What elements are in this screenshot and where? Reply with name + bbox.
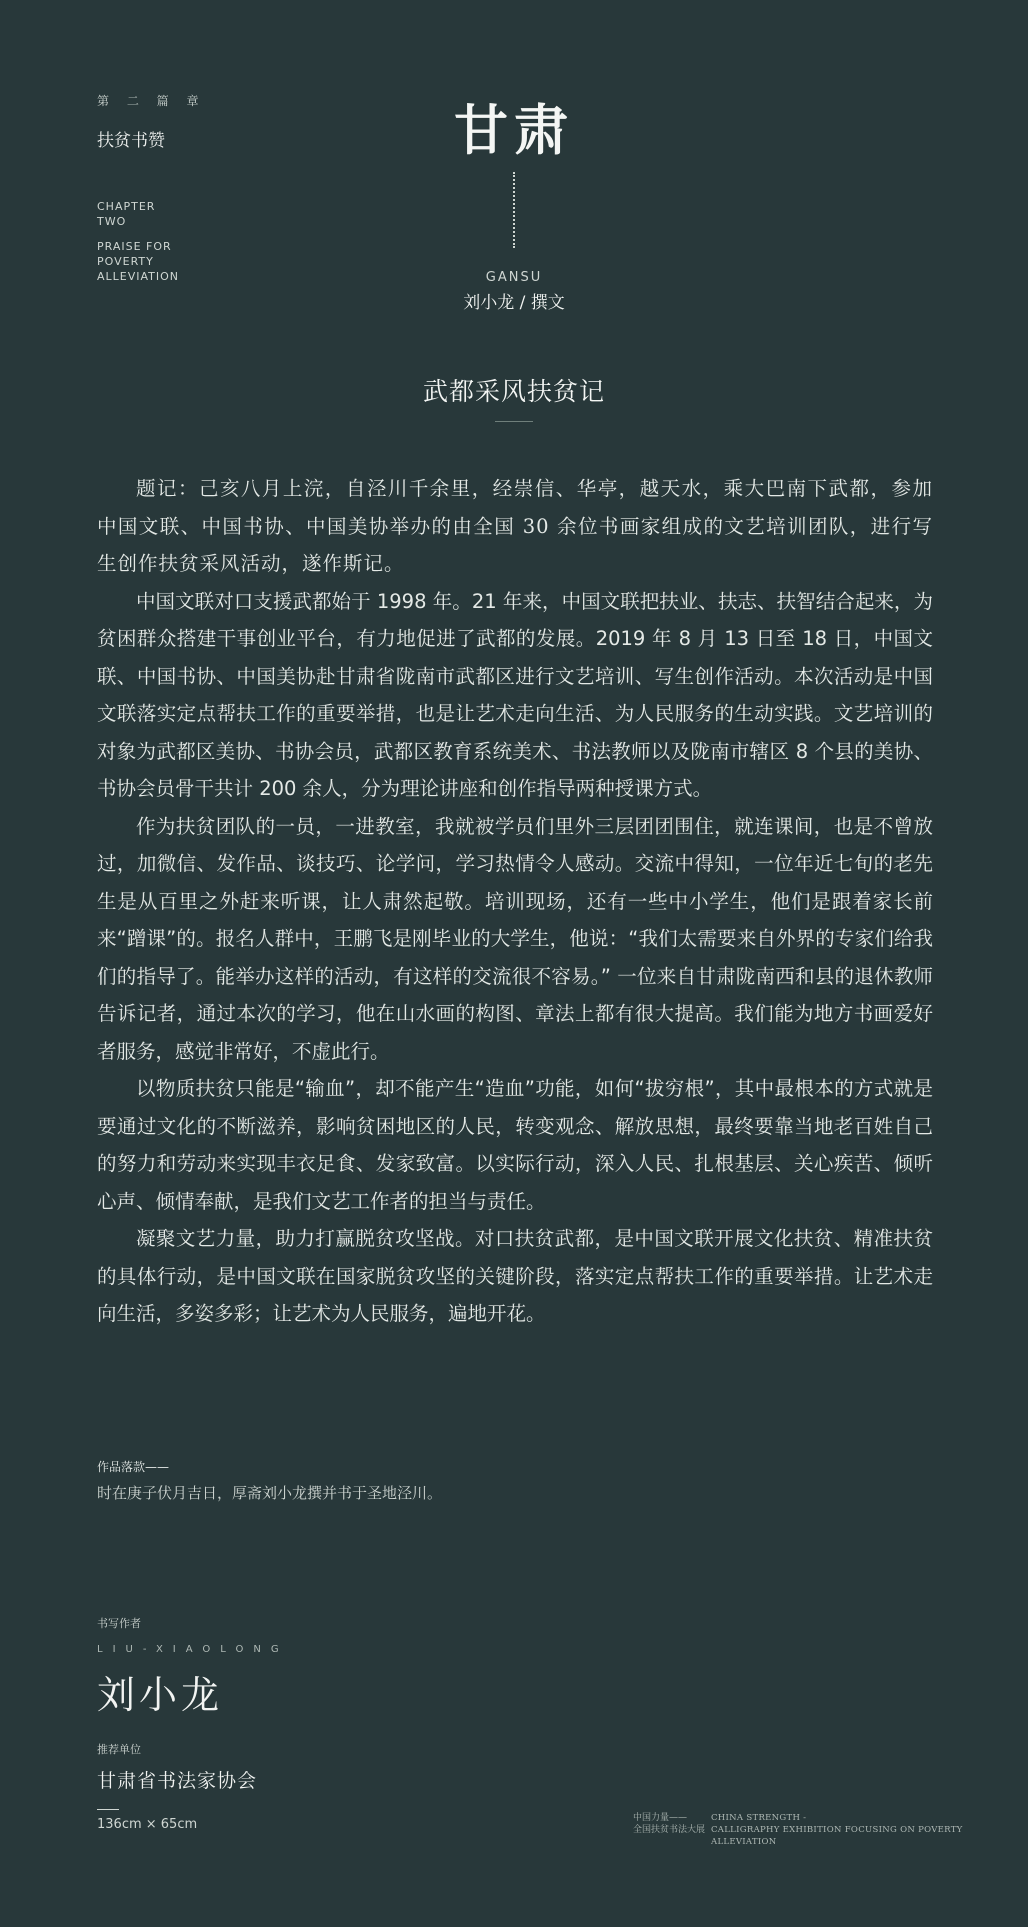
author-byline: 刘小龙 / 撰文 [463, 293, 565, 313]
chapter-number-label: 第 二 篇 章 [97, 94, 206, 108]
recommender-name: 甘肃省书法家协会 [97, 1770, 258, 1792]
artwork-size: 136cm × 65cm [97, 1817, 198, 1832]
writer-pinyin: LIU-XIAOLONG [97, 1644, 289, 1655]
article-paragraph: 凝聚文艺力量，助力打赢脱贫攻坚战。对口扶贫武都，是中国文联开展文化扶贫、精准扶贫的具体行动，是中国文联在国家脱贫攻坚的关键阶段，落实定点帮扶工作的重要举措。让艺术走向生活，多姿多彩；让艺术为人民服务，遍地开花。 [97, 1227, 933, 1325]
article-preface: 题记：己亥八月上浣，自泾川千余里，经崇信、华亭，越天水，乘大巴南下武都，参加中国文联、中国书协、中国美协举办的由全国 30 余位书画家组成的文艺培训团队，进行写生创作扶贫采风活动，遂作斯记。 [97, 477, 933, 575]
dotted-divider [513, 172, 515, 248]
article-title: 武都采风扶贫记 [422, 377, 605, 406]
article-body [97, 470, 933, 1333]
chapter-en-label: CHAPTER TWO [97, 200, 156, 228]
title-underline [495, 421, 533, 422]
writer-label: 书写作者 [97, 1617, 141, 1630]
chapter-title: 扶贫书赞 [97, 131, 165, 151]
article-paragraph: 以物质扶贫只能是“输血”，却不能产生“造血”功能，如何“拔穷根”，其中最根本的方式就是要通过文化的不断滋养，影响贫困地区的人民，转变观念、解放思想，最终要靠当地老百姓自己的努力和劳动来实现丰衣足食、发家致富。以实际行动，深入人民、扎根基层、关心疾苦、倾听心声、倾情奉献，是我们文艺工作者的担当与责任。 [97, 1077, 933, 1213]
inscription-label: 作品落款—— [97, 1460, 170, 1474]
writer-name: 刘小龙 [97, 1673, 224, 1717]
footer-cn-label: 中国力量—— 全国扶贫书法大展 [633, 1813, 706, 1835]
inscription-text: 时在庚子伏月吉日，厚斋刘小龙撰并书于圣地泾川。 [97, 1484, 443, 1502]
footer-en-label: CHINA STRENGTH - CALLIGRAPHY EXHIBITION FOCUSING ON POVERTY ALLEVIATION [711, 1813, 963, 1847]
praise-en-label: PRAISE FOR POVERTY ALLEVIATION [97, 240, 180, 283]
recommender-label: 推荐单位 [97, 1743, 141, 1756]
size-divider [97, 1809, 119, 1810]
article-paragraph: 中国文联对口支援武都始于 1998 年。21 年来，中国文联把扶业、扶志、扶智结合起来，为贫困群众搭建干事创业平台，有力地促进了武都的发展。2019 年 8 月 13 日至 18 日，中国文联、中国书协、中国美协赴甘肃省陇南市武都区进行文艺培训、写生创作活动。本次活动是中国文联落实定点帮扶工作的重要举措，也是让艺术走向生活、为人民服务的生动实践。文艺培训的对象为武都区美协、书协会员，武都区教育系统美术、书法教师以及陇南市辖区 8 个县的美协、书协会员骨干共计 200 余人，分为理论讲座和创作指导两种授课方式。 [97, 589, 933, 800]
page-title: 甘肃 [454, 98, 574, 162]
region-en-label: GANSU [485, 270, 543, 285]
article-paragraph: 作为扶贫团队的一员，一进教室，我就被学员们里外三层团团围住，就连课间，也是不曾放过，加微信、发作品、谈技巧、论学问，学习热情令人感动。交流中得知，一位年近七旬的老先生是从百里之外赶来听课，让人肃然起敬。培训现场，还有一些中小学生，他们是跟着家长前来“蹭课”的。报名人群中，王鹏飞是刚毕业的大学生，他说：“我们太需要来自外界的专家们给我们的指导了。能举办这样的活动，有这样的交流很不容易。” 一位来自甘肃陇南西和县的退休教师告诉记者，通过本次的学习，他在山水画的构图、章法上都有很大提高。我们能为地方书画爱好者服务，感觉非常好，不虚此行。 [97, 814, 933, 1063]
